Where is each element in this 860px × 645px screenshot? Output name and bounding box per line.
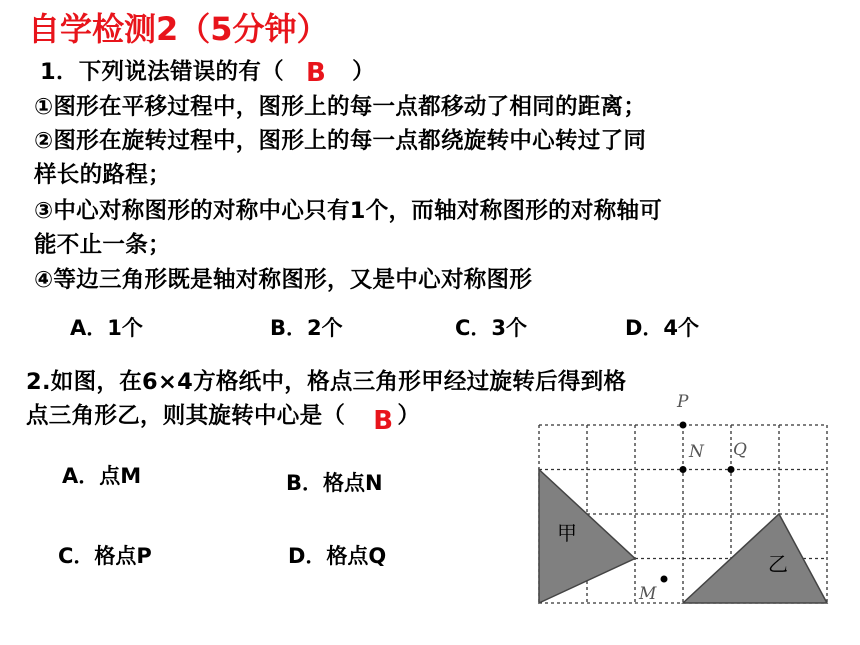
q2-answer: B xyxy=(373,406,394,436)
q1-statement-4: ④等边三角形既是轴对称图形，又是中心对称图形 xyxy=(34,267,533,293)
point-m-label: M xyxy=(639,584,657,604)
point-m xyxy=(661,576,668,583)
q2-stem-after: ） xyxy=(397,403,421,429)
q1-option-b: B．2个 xyxy=(270,316,343,340)
grid-figure xyxy=(500,385,840,615)
q2-option-a: A．点M xyxy=(62,464,142,488)
q1-statement-3: ③中心对称图形的对称中心只有1个，而轴对称图形的对称轴可 xyxy=(34,198,663,224)
q2-option-c: C．格点P xyxy=(58,544,152,568)
point-p-label: P xyxy=(677,392,689,412)
page-title: 自学检测2（5分钟） xyxy=(28,10,329,48)
q1-statement-3-cont: 能不止一条； xyxy=(34,232,171,258)
point-n-label: N xyxy=(689,442,704,462)
q1-option-d: D．4个 xyxy=(625,316,700,340)
q1-stem-after: ） xyxy=(352,59,375,85)
q1-statement-2: ②图形在旋转过程中，图形上的每一点都绕旋转中心转过了同 xyxy=(34,128,647,154)
q1-statement-2-cont: 样长的路程； xyxy=(34,162,171,188)
triangle-jia-label: 甲 xyxy=(557,521,577,545)
point-p xyxy=(680,422,687,429)
q2-stem-line1: 2.如图，在6×4方格纸中，格点三角形甲经过旋转后得到格 xyxy=(26,369,627,395)
q1-stem-before: 1．下列说法错误的有（ xyxy=(40,59,284,85)
triangle-yi-label: 乙 xyxy=(768,552,788,576)
point-q-label: Q xyxy=(733,440,747,460)
q1-option-a: A．1个 xyxy=(70,316,143,340)
point-q xyxy=(728,466,735,473)
q2-stem-before: 点三角形乙，则其旋转中心是（ xyxy=(26,403,346,429)
q2-option-b: B．格点N xyxy=(286,471,383,495)
q1-answer: B xyxy=(305,58,327,88)
q1-stem xyxy=(40,54,375,86)
point-n xyxy=(680,466,687,473)
q2-stem-line2 xyxy=(26,398,421,436)
q1-statement-1: ①图形在平移过程中，图形上的每一点都移动了相同的距离； xyxy=(34,94,647,120)
q1-option-c: C．3个 xyxy=(455,316,528,340)
q2-option-d: D．格点Q xyxy=(288,544,387,568)
